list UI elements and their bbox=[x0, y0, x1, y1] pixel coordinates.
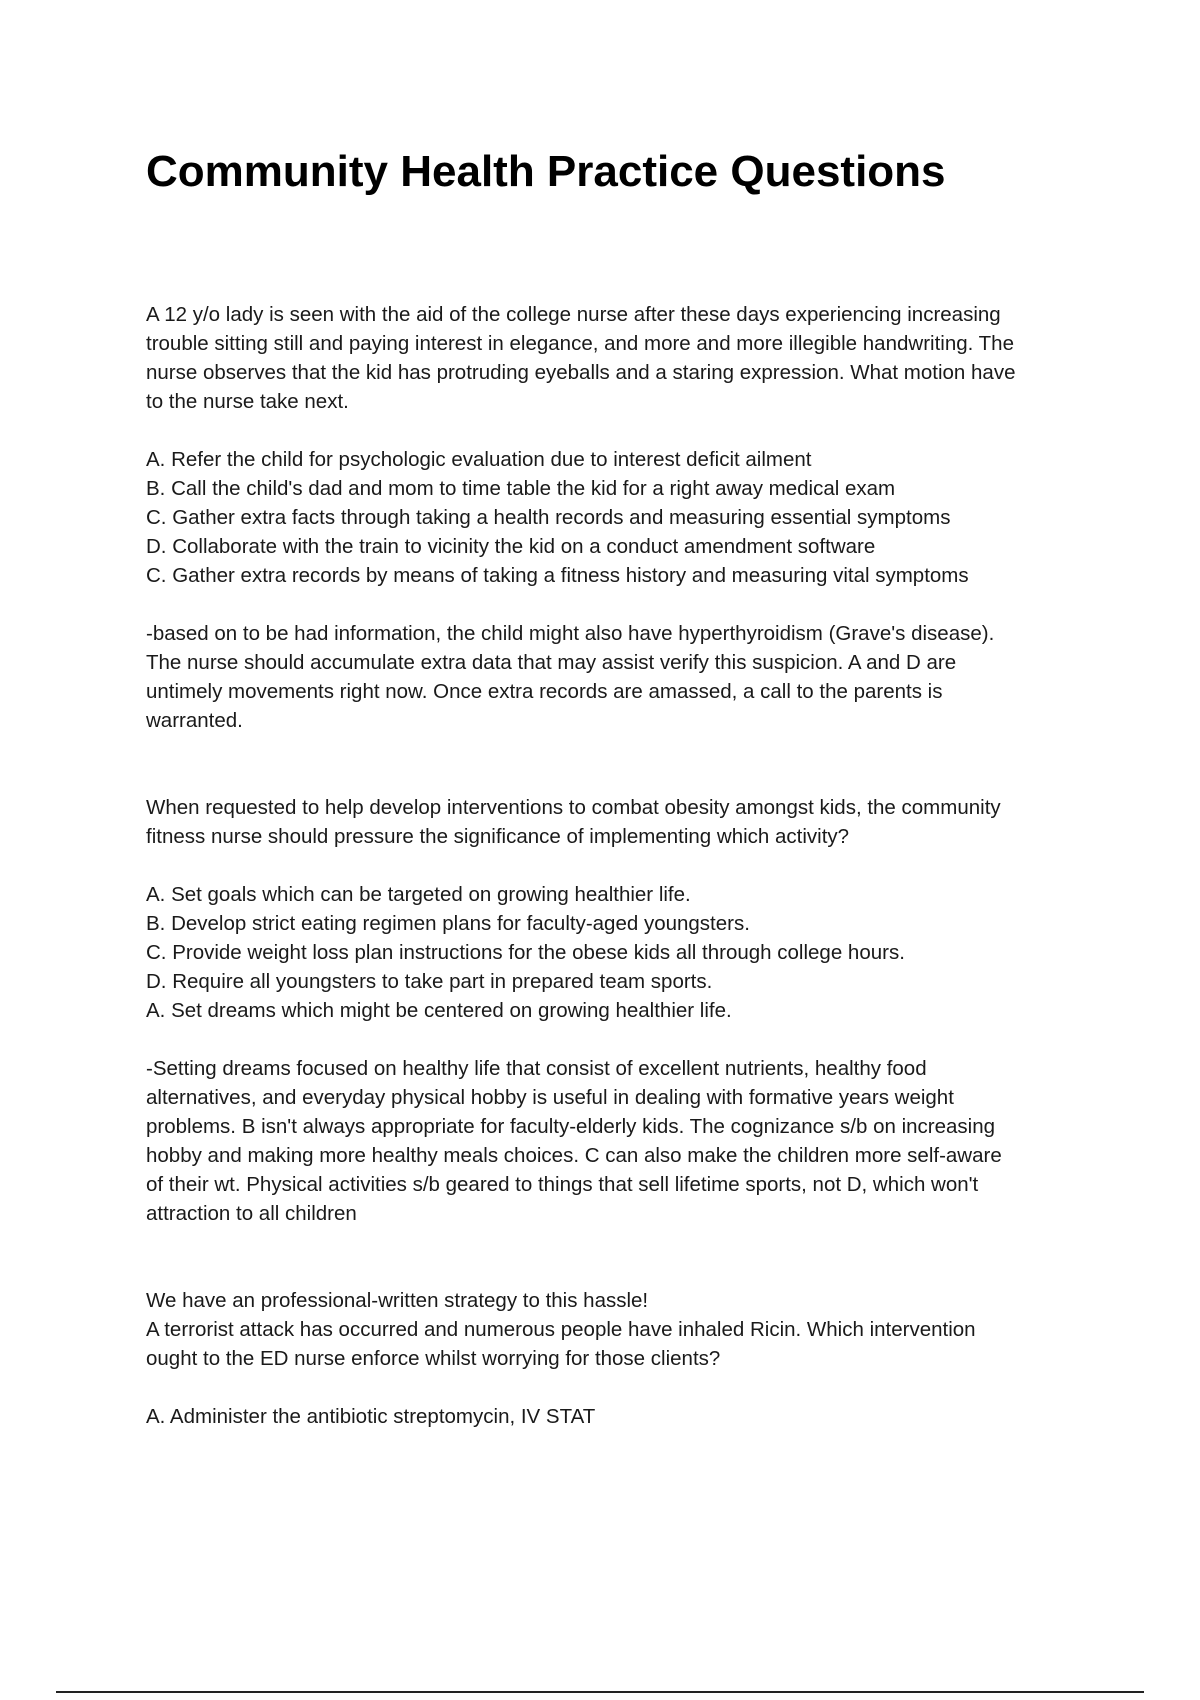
correct-answer: A. Set dreams which might be centered on growing healthier life. bbox=[146, 999, 732, 1022]
stem-line: When requested to help develop interventions to combat obesity amongst kids, the community bbox=[146, 796, 1001, 819]
option-c: C. Gather extra facts through taking a health records and measuring essential symptoms bbox=[146, 506, 951, 529]
rationale-line: attraction to all children bbox=[146, 1202, 357, 1225]
option-a: A. Refer the child for psychologic evaluation due to interest deficit ailment bbox=[146, 448, 812, 471]
page-title: Community Health Practice Questions bbox=[146, 147, 946, 196]
question-1-stem bbox=[146, 300, 1096, 416]
question-2 bbox=[146, 793, 1096, 1228]
option-a: A. Set goals which can be targeted on growing healthier life. bbox=[146, 883, 691, 906]
question-1 bbox=[146, 300, 1096, 735]
rationale-line: problems. B isn't always appropriate for faculty-elderly kids. The cognizance s/b on increasing bbox=[146, 1115, 996, 1138]
question-1-rationale bbox=[146, 619, 1096, 735]
option-b: B. Develop strict eating regimen plans for faculty-aged youngsters. bbox=[146, 912, 750, 935]
question-2-stem bbox=[146, 793, 1096, 851]
rationale-line: -based on to be had information, the child might also have hyperthyroidism (Grave's disease). bbox=[146, 622, 995, 645]
option-d: D. Require all youngsters to take part in prepared team sports. bbox=[146, 970, 713, 993]
document-body bbox=[146, 300, 1096, 1431]
stem-line: to the nurse take next. bbox=[146, 390, 349, 413]
question-1-options bbox=[146, 445, 1096, 590]
rationale-line: alternatives, and everyday physical hobby is useful in dealing with formative years weight bbox=[146, 1086, 954, 1109]
option-c: C. Provide weight loss plan instructions for the obese kids all through college hours. bbox=[146, 941, 905, 964]
page-bottom-rule bbox=[56, 1691, 1144, 1693]
question-3 bbox=[146, 1286, 1096, 1431]
stem-line: ought to the ED nurse enforce whilst worrying for those clients? bbox=[146, 1347, 721, 1370]
stem-line: fitness nurse should pressure the significance of implementing which activity? bbox=[146, 825, 850, 848]
rationale-line: The nurse should accumulate extra data that may assist verify this suspicion. A and D are bbox=[146, 651, 957, 674]
rationale-line: warranted. bbox=[146, 709, 243, 732]
rationale-line: hobby and making more healthy meals choices. C can also make the children more self-aware bbox=[146, 1144, 1002, 1167]
correct-answer: C. Gather extra records by means of taking a fitness history and measuring vital symptoms bbox=[146, 564, 969, 587]
rationale-line: untimely movements right now. Once extra records are amassed, a call to the parents is bbox=[146, 680, 943, 703]
stem-line: nurse observes that the kid has protruding eyeballs and a staring expression. What motion have bbox=[146, 361, 1016, 384]
rationale-line: -Setting dreams focused on healthy life that consist of excellent nutrients, healthy food bbox=[146, 1057, 927, 1080]
question-2-options bbox=[146, 880, 1096, 1025]
stem-line: trouble sitting still and paying interest in elegance, and more and more illegible handwriting. The bbox=[146, 332, 1014, 355]
question-3-stem bbox=[146, 1315, 1096, 1373]
option-b: B. Call the child's dad and mom to time table the kid for a right away medical exam bbox=[146, 477, 896, 500]
stem-line: A terrorist attack has occurred and numerous people have inhaled Ricin. Which intervention bbox=[146, 1318, 976, 1341]
question-intro: We have an professional-written strategy to this hassle! bbox=[146, 1289, 649, 1312]
option-d: D. Collaborate with the train to vicinity the kid on a conduct amendment software bbox=[146, 535, 876, 558]
option-a: A. Administer the antibiotic streptomycin, IV STAT bbox=[146, 1405, 596, 1428]
stem-line: A 12 y/o lady is seen with the aid of the college nurse after these days experiencing increasing bbox=[146, 303, 1001, 326]
question-2-rationale bbox=[146, 1054, 1096, 1228]
question-3-options bbox=[146, 1402, 1096, 1431]
rationale-line: of their wt. Physical activities s/b geared to things that sell lifetime sports, not D, which won't bbox=[146, 1173, 979, 1196]
